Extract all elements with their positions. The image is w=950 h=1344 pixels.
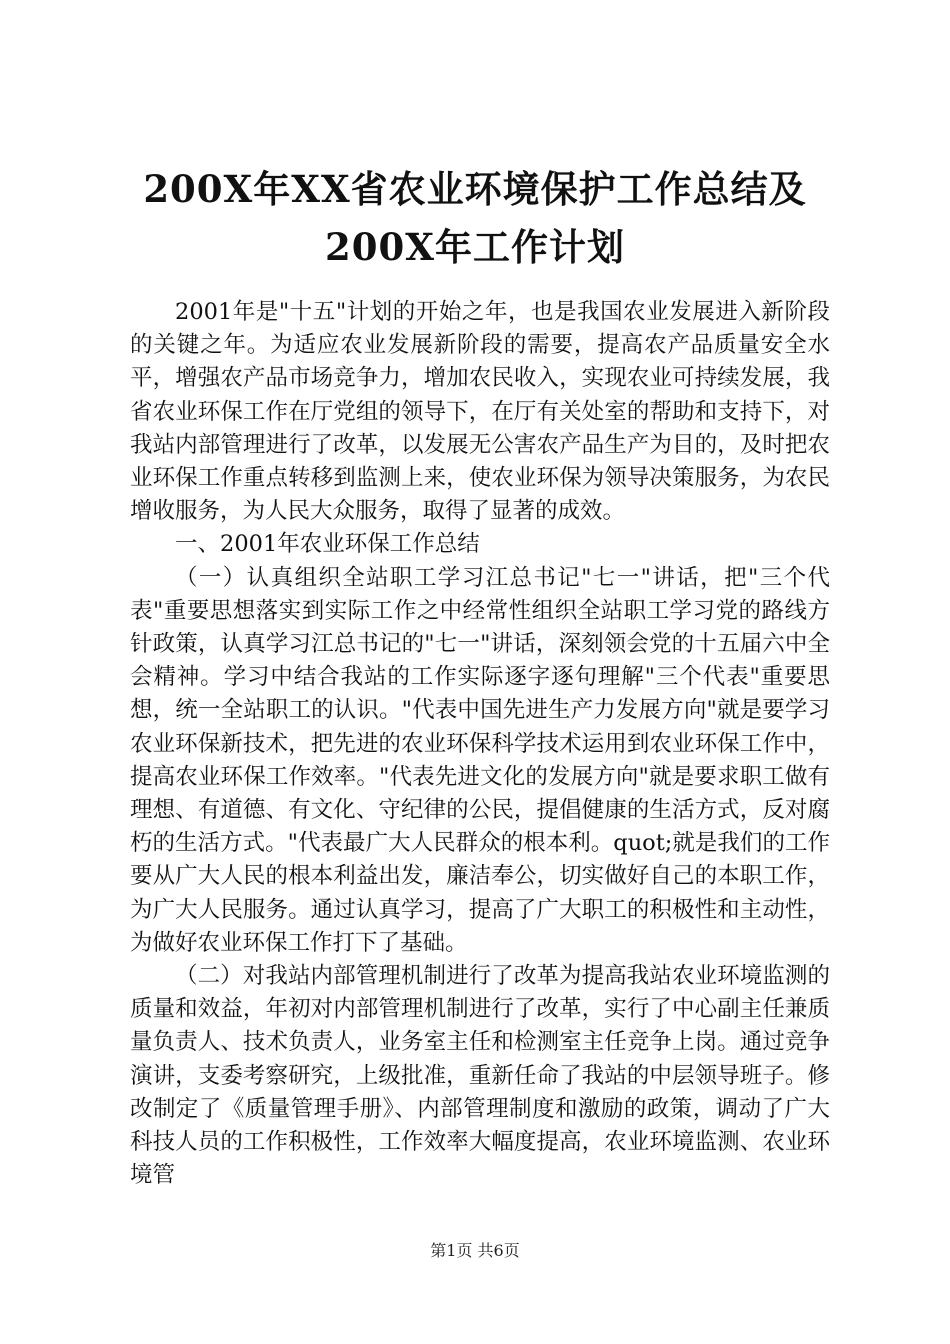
- page-number-footer: 第1页 共6页: [430, 1241, 520, 1260]
- document-body: [130, 296, 830, 1192]
- document-title: 200X年XX省农业环境保护工作总结及200X年工作计划: [143, 167, 807, 269]
- intro-paragraph: 2001年是"十五"计划的开始之年，也是我国农业发展进入新阶段的关键之年。为适应农业发展新阶段的需要，提高农产品质量安全水平，增强农产品市场竞争力，增加农民收入，实现农业可持续发展，我省农业环保工作在厅党组的领导下，在厅有关处室的帮助和支持下，对我站内部管理进行了改革，以发展无公害农产品生产为目的，及时把农业环保工作重点转移到监测上来，使农业环保为领导决策服务，为农民增收服务，为人民大众服务，取得了显著的成效。: [130, 299, 830, 525]
- section-heading: 一、2001年农业环保工作总结: [175, 531, 480, 558]
- subsection-paragraph-1: （一）认真组织全站职工学习江总书记"七一"讲话，把"三个代表"重要思想落实到实际工作之中经常性组织全站职工学习党的路线方针政策，认真学习江总书记的"七一"讲话，深刻领会党的十五届六中全会精神。学习中结合我站的工作实际逐字逐句理解"三个代表"重要思想，统一全站职工的认识。"代表中国先进生产力发展方向"就是要学习农业环保新技术，把先进的农业环保科学技术运用到农业环保工作中，提高农业环保工作效率。"代表先进文化的发展方向"就是要求职工做有理想、有道德、有文化、守纪律的公民，提倡健康的生活方式，反对腐朽的生活方式。"代表最广大人民群众的根本利。quot;就是我们的工作要从广大人民的根本利益出发，廉洁奉公，切实做好自己的本职工作，为广大人民服务。通过认真学习，提高了广大职工的积极性和主动性，为做好农业环保工作打下了基础。: [130, 564, 830, 956]
- subsection-paragraph-2: （二）对我站内部管理机制进行了改革为提高我站农业环境监测的质量和效益，年初对内部管理机制进行了改革，实行了中心副主任兼质量负责人、技术负责人，业务室主任和检测室主任竞争上岗。通过竞争演讲，支委考察研究，上级批准，重新任命了我站的中层领导班子。修改制定了《质量管理手册》、内部管理制度和激励的政策，调动了广大科技人员的工作积极性，工作效率大幅度提高，农业环境监测、农业环境管: [130, 963, 830, 1189]
